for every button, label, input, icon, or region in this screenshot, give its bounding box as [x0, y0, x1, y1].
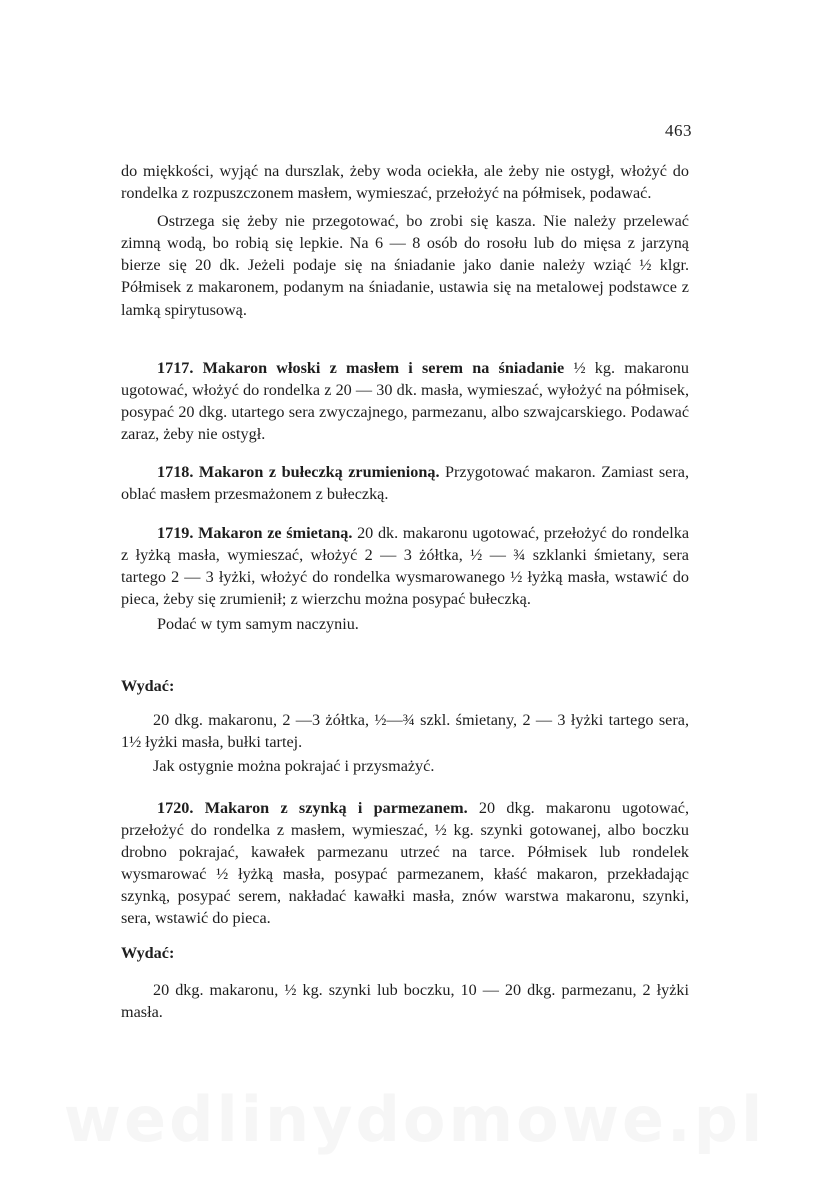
recipe-1719-ingredients [121, 709, 689, 777]
recipe-heading: 1719. Makaron ze śmietaną. [157, 524, 353, 542]
wydac-note: Jak ostygnie można pokrajać i przysmażyć. [153, 757, 435, 776]
intro-block [121, 160, 689, 321]
recipe-extra: Podać w tym samym naczyniu. [157, 615, 359, 634]
recipe-paragraph [121, 357, 689, 445]
recipe-1718 [121, 461, 689, 505]
intro-warning: Ostrzega się żeby nie przegotować, bo zrobi się kasza. Nie należy przelewać zimną wodą, bo robią się lepkie. Na 6 — 8 osób do rosołu lub do mięsa z jarzyną bierze się 20 dk. Jeżeli podaje się na śniadanie jako danie należy wziąć ½ klgr. Półmisek z makaronem, podanym na śniadanie, ustawia się na metalowej podstawce z lamką spirytusową. [121, 212, 689, 319]
recipe-heading: 1720. Makaron z szynką i parmezanem. [157, 799, 468, 817]
recipe-paragraph [121, 461, 689, 505]
recipe-paragraph [121, 797, 689, 930]
recipe-1720 [121, 797, 689, 930]
intro-continuation: do miękkości, wyjąć na durszlak, żeby woda ociekła, ale żeby nie ostygł, włożyć do rondelka z rozpuszczonem masłem, wymieszać, przełożyć na półmisek, podawać. [121, 162, 689, 203]
recipe-body: 20 dkg. makaronu ugotować, przełożyć do rondelka z masłem, wymieszać, ½ kg. szynki gotowanej, albo boczku drobno pokrajać, kawałek parmezanu utrzeć na tarce. Półmisek lub rondelek wysmarować ½ łyżką masła, posypać parmezanem, kłaść makaron, przekładając szynką, posypać serem, nakładać kawałki masła, znów warstwa makaronu, szynki, sera, wstawić do pieca. [121, 799, 689, 928]
recipe-1717 [121, 357, 689, 445]
recipe-heading: 1717. Makaron włoski z masłem i serem na śniadanie [157, 359, 565, 377]
recipe-heading: 1718. Makaron z bułeczką zrumienioną. [157, 463, 440, 481]
recipe-1719 [121, 522, 689, 635]
recipe-1720-ingredients [121, 979, 689, 1023]
recipe-body: Przygotować makaron. Zamiast sera, oblać masłem przesmażonem z bułeczką. [121, 463, 689, 504]
wydac-list: 20 dkg. makaronu, 2 —3 żółtka, ½—¾ szkl. śmietany, 2 — 3 łyżki tartego sera, 1½ łyżki masła, bułki tartej. [121, 711, 689, 752]
wydac-title: Wydać: [121, 944, 175, 962]
recipe-paragraph [121, 522, 689, 610]
wydac-title: Wydać: [121, 677, 175, 695]
recipe-body: 20 dk. makaronu ugotować, przełożyć do rondelka z łyżką masła, wymieszać, włożyć 2 — 3 żółtka, ½ — ¾ szklanki śmietany, sera tartego 2 — 3 łyżki, włożyć do rondelka wysmarowanego ½ łyżką masła, wstawić do pieca, żeby się zrumienił; z wierzchu można posypać bułeczką. [121, 524, 690, 609]
recipe-body: ½ kg. makaronu ugotować, włożyć do rondelka z 20 — 30 dk. masła, wymieszać, wyłożyć na półmisek, posypać 20 dkg. utartego sera zwyczajnego, parmezanu, albo szwajcarskiego. Podawać zaraz, żeby nie ostygł. [121, 359, 689, 444]
watermark: wedlinydomowe.pl [63, 1083, 766, 1156]
page-number: 463 [665, 121, 692, 140]
wydac-list: 20 dkg. makaronu, ½ kg. szynki lub boczku, 10 — 20 dkg. parmezanu, 2 łyżki masła. [121, 981, 689, 1022]
